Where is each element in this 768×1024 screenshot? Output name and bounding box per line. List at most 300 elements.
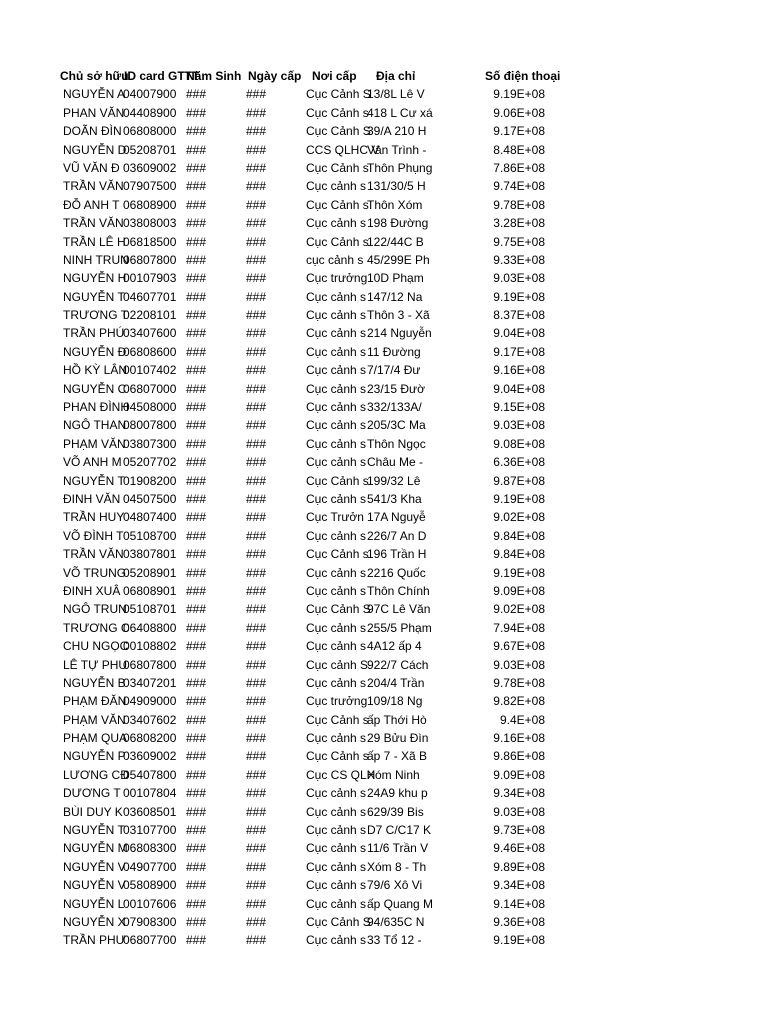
issue-date-cell[interactable]: ### xyxy=(246,639,267,654)
address-cell[interactable]: 332/133A/ xyxy=(367,400,422,415)
issue-place-cell[interactable]: Cục Cảnh S xyxy=(306,124,371,139)
owner-cell[interactable]: NGUYỄN H xyxy=(63,271,127,286)
owner-cell[interactable]: ĐINH XUÂ xyxy=(63,583,121,598)
address-cell[interactable]: 2216 Quốc xyxy=(367,565,426,580)
address-cell[interactable]: 199/32 Lê xyxy=(367,473,421,488)
phone-cell[interactable]: 9.86E+08 xyxy=(493,749,545,764)
issue-date-cell[interactable]: ### xyxy=(246,473,267,488)
issue-place-cell[interactable]: Cục Cảnh s xyxy=(306,234,369,249)
phone-cell[interactable]: 9.15E+08 xyxy=(493,400,545,415)
issue-date-cell[interactable]: ### xyxy=(246,510,267,525)
birth-year-cell[interactable]: ### xyxy=(186,620,207,635)
birth-year-cell[interactable]: ### xyxy=(186,179,207,194)
phone-cell[interactable]: 9.03E+08 xyxy=(493,271,545,286)
phone-cell[interactable]: 9.19E+08 xyxy=(493,87,545,102)
phone-cell[interactable]: 9.03E+08 xyxy=(493,418,545,433)
issue-date-cell[interactable]: ### xyxy=(246,105,267,120)
owner-cell[interactable]: NGUYỄN T xyxy=(63,289,125,304)
phone-cell[interactable]: 9.78E+08 xyxy=(493,197,545,212)
address-cell[interactable]: Châu Me - xyxy=(367,455,424,470)
issue-place-cell[interactable]: Cục Cảnh s xyxy=(306,712,369,727)
issue-date-cell[interactable]: ### xyxy=(246,455,267,470)
address-cell[interactable]: 198 Đường xyxy=(367,216,429,231)
issue-date-cell[interactable]: ### xyxy=(246,804,267,819)
address-cell[interactable]: 226/7 An D xyxy=(367,528,427,543)
issue-date-cell[interactable]: ### xyxy=(246,400,267,415)
owner-cell[interactable]: TRƯƠNG C xyxy=(63,620,130,635)
issue-place-cell[interactable]: Cục cảnh s xyxy=(306,289,367,304)
issue-date-cell[interactable]: ### xyxy=(246,859,267,874)
birth-year-cell[interactable]: ### xyxy=(186,933,207,948)
issue-date-cell[interactable]: ### xyxy=(246,528,267,543)
issue-place-cell[interactable]: Cục cảnh s xyxy=(306,859,367,874)
birth-year-cell[interactable]: ### xyxy=(186,87,207,102)
issue-date-cell[interactable]: ### xyxy=(246,216,267,231)
phone-cell[interactable]: 9.4E+08 xyxy=(499,712,545,727)
address-cell[interactable]: 418 L Cư xá xyxy=(367,105,433,120)
birth-year-cell[interactable]: ### xyxy=(186,896,207,911)
issue-place-cell[interactable]: Cục cảnh s xyxy=(306,363,367,378)
issue-date-cell[interactable]: ### xyxy=(246,675,267,690)
owner-cell[interactable]: NGUYỄN T xyxy=(63,473,125,488)
issue-place-cell[interactable]: Cục cảnh s xyxy=(306,216,367,231)
phone-cell[interactable]: 3.28E+08 xyxy=(493,216,545,231)
owner-cell[interactable]: TRƯƠNG T xyxy=(63,308,128,323)
phone-cell[interactable]: 9.02E+08 xyxy=(493,602,545,617)
issue-place-cell[interactable]: Cục cảnh S xyxy=(306,657,369,672)
issue-date-cell[interactable]: ### xyxy=(246,878,267,893)
issue-date-cell[interactable]: ### xyxy=(246,289,267,304)
phone-cell[interactable]: 9.08E+08 xyxy=(493,436,545,451)
birth-year-cell[interactable]: ### xyxy=(186,363,207,378)
issue-place-cell[interactable]: Cục Trưởn xyxy=(306,510,364,525)
id-card-cell[interactable]: 06408800 xyxy=(123,620,177,635)
owner-cell[interactable]: NGÔ TRUN xyxy=(63,602,127,617)
id-card-cell[interactable]: 03807300 xyxy=(123,436,177,451)
address-cell[interactable]: Thôn Phụng xyxy=(367,160,433,175)
birth-year-cell[interactable]: ### xyxy=(186,491,207,506)
issue-date-cell[interactable]: ### xyxy=(246,326,267,341)
phone-cell[interactable]: 9.36E+08 xyxy=(493,914,545,929)
issue-place-cell[interactable]: Cục cảnh s xyxy=(306,933,367,948)
address-cell[interactable]: 196 Trần H xyxy=(367,547,427,562)
phone-cell[interactable]: 9.33E+08 xyxy=(493,252,545,267)
phone-cell[interactable]: 9.67E+08 xyxy=(493,639,545,654)
owner-cell[interactable]: LƯƠNG CĐ xyxy=(63,767,129,782)
id-card-cell[interactable]: 06807800 xyxy=(123,657,177,672)
id-card-cell[interactable]: 03107700 xyxy=(123,823,177,838)
id-card-cell[interactable]: 03407600 xyxy=(123,326,177,341)
owner-cell[interactable]: NGUYỄN C xyxy=(63,381,127,396)
issue-place-cell[interactable]: Cục cảnh s xyxy=(306,418,367,433)
owner-cell[interactable]: DƯƠNG T xyxy=(63,786,121,801)
issue-place-cell[interactable]: Cục cảnh s xyxy=(306,565,367,580)
id-card-cell[interactable]: 06808000 xyxy=(123,124,177,139)
owner-cell[interactable]: PHAN ĐÌNH xyxy=(63,400,130,415)
phone-cell[interactable]: 9.19E+08 xyxy=(493,933,545,948)
issue-place-cell[interactable]: Cục cảnh s xyxy=(306,823,367,838)
id-card-cell[interactable]: 05108700 xyxy=(123,528,177,543)
phone-cell[interactable]: 9.89E+08 xyxy=(493,859,545,874)
birth-year-cell[interactable]: ### xyxy=(186,841,207,856)
issue-date-cell[interactable]: ### xyxy=(246,252,267,267)
address-cell[interactable]: 147/12 Na xyxy=(367,289,423,304)
address-cell[interactable]: 33 Tổ 12 - xyxy=(367,933,422,948)
header-address[interactable]: Địa chỉ xyxy=(376,69,416,83)
phone-cell[interactable]: 9.16E+08 xyxy=(493,731,545,746)
issue-date-cell[interactable]: ### xyxy=(246,271,267,286)
address-cell[interactable]: ấp Quang M xyxy=(367,896,434,911)
phone-cell[interactable]: 9.17E+08 xyxy=(493,124,545,139)
owner-cell[interactable]: NGUYỄN V xyxy=(63,878,126,893)
header-id-card[interactable]: ID card GTTT xyxy=(124,69,200,83)
issue-place-cell[interactable]: Cục Cảnh S xyxy=(306,602,371,617)
phone-cell[interactable]: 9.46E+08 xyxy=(493,841,545,856)
id-card-cell[interactable]: 07908300 xyxy=(123,914,177,929)
owner-cell[interactable]: ĐINH VĂN xyxy=(63,491,121,506)
owner-cell[interactable]: PHẠM QUA xyxy=(63,731,128,746)
issue-date-cell[interactable]: ### xyxy=(246,583,267,598)
id-card-cell[interactable]: 06807700 xyxy=(123,933,177,948)
issue-date-cell[interactable]: ### xyxy=(246,823,267,838)
address-cell[interactable]: Xóm 8 - Th xyxy=(367,859,427,874)
owner-cell[interactable]: TRẦN VĂN xyxy=(63,216,124,231)
issue-place-cell[interactable]: Cục Cảnh s xyxy=(306,197,369,212)
phone-cell[interactable]: 9.17E+08 xyxy=(493,344,545,359)
issue-date-cell[interactable]: ### xyxy=(246,786,267,801)
phone-cell[interactable]: 9.82E+08 xyxy=(493,694,545,709)
issue-date-cell[interactable]: ### xyxy=(246,565,267,580)
id-card-cell[interactable]: 06808901 xyxy=(123,583,177,598)
phone-cell[interactable]: 9.03E+08 xyxy=(493,804,545,819)
issue-place-cell[interactable]: Cục cảnh s xyxy=(306,841,367,856)
id-card-cell[interactable]: 05407800 xyxy=(123,767,177,782)
owner-cell[interactable]: NGUYỄN B xyxy=(63,675,126,690)
birth-year-cell[interactable]: ### xyxy=(186,160,207,175)
owner-cell[interactable]: HỒ KỲ LÂN xyxy=(63,363,128,378)
id-card-cell[interactable]: 06807000 xyxy=(123,381,177,396)
id-card-cell[interactable]: 04007900 xyxy=(123,87,177,102)
birth-year-cell[interactable]: ### xyxy=(186,308,207,323)
birth-year-cell[interactable]: ### xyxy=(186,400,207,415)
owner-cell[interactable]: PHAN VĂN xyxy=(63,105,125,120)
issue-place-cell[interactable]: Cục cảnh s xyxy=(306,675,367,690)
phone-cell[interactable]: 8.48E+08 xyxy=(493,142,545,157)
issue-date-cell[interactable]: ### xyxy=(246,694,267,709)
address-cell[interactable]: Thôn Chính xyxy=(367,583,430,598)
id-card-cell[interactable]: 07907500 xyxy=(123,179,177,194)
id-card-cell[interactable]: 06808600 xyxy=(123,344,177,359)
address-cell[interactable]: 11/6 Trần V xyxy=(367,841,429,856)
owner-cell[interactable]: NGUYỄN X xyxy=(63,914,126,929)
phone-cell[interactable]: 9.19E+08 xyxy=(493,491,545,506)
id-card-cell[interactable]: 03407201 xyxy=(123,675,177,690)
owner-cell[interactable]: TRẦN HUY xyxy=(63,510,125,525)
issue-place-cell[interactable]: Cục cảnh s xyxy=(306,786,367,801)
issue-place-cell[interactable]: Cục Cảnh s xyxy=(306,105,369,120)
id-card-cell[interactable]: 00107804 xyxy=(123,786,177,801)
owner-cell[interactable]: NGUYỄN L xyxy=(63,896,125,911)
address-cell[interactable]: 7/17/4 Đư xyxy=(367,363,421,378)
address-cell[interactable]: 79/6 Xô Vi xyxy=(367,878,423,893)
header-issue-date[interactable]: Ngày cấp xyxy=(248,69,302,83)
issue-date-cell[interactable]: ### xyxy=(246,602,267,617)
id-card-cell[interactable]: 05207702 xyxy=(123,455,177,470)
issue-place-cell[interactable]: Cục trưởng xyxy=(306,271,368,286)
owner-cell[interactable]: NGÔ THAN xyxy=(63,418,127,433)
issue-date-cell[interactable]: ### xyxy=(246,896,267,911)
issue-place-cell[interactable]: Cục Cảnh s xyxy=(306,473,369,488)
birth-year-cell[interactable]: ### xyxy=(186,344,207,359)
phone-cell[interactable]: 7.94E+08 xyxy=(493,620,545,635)
owner-cell[interactable]: ĐỖ ANH T xyxy=(63,197,120,212)
address-cell[interactable]: 922/7 Cách xyxy=(367,657,429,672)
issue-date-cell[interactable]: ### xyxy=(246,914,267,929)
owner-cell[interactable]: TRẦN PHƯ xyxy=(63,933,126,948)
issue-place-cell[interactable]: cục cảnh s xyxy=(306,252,364,267)
owner-cell[interactable]: DOÃN ĐÌN xyxy=(63,124,122,139)
birth-year-cell[interactable]: ### xyxy=(186,878,207,893)
phone-cell[interactable]: 9.02E+08 xyxy=(493,510,545,525)
phone-cell[interactable]: 9.74E+08 xyxy=(493,179,545,194)
header-birth-year[interactable]: Năm Sinh xyxy=(186,69,242,83)
birth-year-cell[interactable]: ### xyxy=(186,749,207,764)
issue-date-cell[interactable]: ### xyxy=(246,344,267,359)
address-cell[interactable]: 629/39 Bis xyxy=(367,804,424,819)
owner-cell[interactable]: NGUYỄN Đ xyxy=(63,344,127,359)
address-cell[interactable]: 17A Nguyễ xyxy=(367,510,426,525)
address-cell[interactable]: 214 Nguyễn xyxy=(367,326,432,341)
address-cell[interactable]: 255/5 Phạm xyxy=(367,620,432,635)
address-cell[interactable]: Xóm Ninh xyxy=(367,767,420,782)
birth-year-cell[interactable]: ### xyxy=(186,914,207,929)
owner-cell[interactable]: VÕ TRUNG xyxy=(63,565,127,580)
id-card-cell[interactable]: 01908200 xyxy=(123,473,177,488)
birth-year-cell[interactable]: ### xyxy=(186,436,207,451)
issue-place-cell[interactable]: Cục cảnh s xyxy=(306,326,367,341)
id-card-cell[interactable]: 06818500 xyxy=(123,234,177,249)
phone-cell[interactable]: 9.34E+08 xyxy=(493,878,545,893)
address-cell[interactable]: 97C Lê Văn xyxy=(367,602,431,617)
issue-date-cell[interactable]: ### xyxy=(246,363,267,378)
phone-cell[interactable]: 9.19E+08 xyxy=(493,289,545,304)
phone-cell[interactable]: 6.36E+08 xyxy=(493,455,545,470)
issue-place-cell[interactable]: Cục Cảnh S xyxy=(306,87,371,102)
birth-year-cell[interactable]: ### xyxy=(186,528,207,543)
birth-year-cell[interactable]: ### xyxy=(186,657,207,672)
birth-year-cell[interactable]: ### xyxy=(186,694,207,709)
birth-year-cell[interactable]: ### xyxy=(186,565,207,580)
address-cell[interactable]: ấp Thới Hò xyxy=(367,712,427,727)
birth-year-cell[interactable]: ### xyxy=(186,455,207,470)
header-issue-place[interactable]: Nơi cấp xyxy=(312,69,357,83)
owner-cell[interactable]: PHẠM VĂN xyxy=(63,712,126,727)
id-card-cell[interactable]: 04807400 xyxy=(123,510,177,525)
issue-place-cell[interactable]: Cục cảnh s xyxy=(306,620,367,635)
issue-place-cell[interactable]: Cục cảnh s xyxy=(306,528,367,543)
id-card-cell[interactable]: 06808900 xyxy=(123,197,177,212)
address-cell[interactable]: 4A12 ấp 4 xyxy=(367,639,422,654)
phone-cell[interactable]: 9.09E+08 xyxy=(493,767,545,782)
birth-year-cell[interactable]: ### xyxy=(186,602,207,617)
owner-cell[interactable]: TRẦN PHÚ xyxy=(63,326,125,341)
issue-date-cell[interactable]: ### xyxy=(246,142,267,157)
phone-cell[interactable]: 9.03E+08 xyxy=(493,657,545,672)
birth-year-cell[interactable]: ### xyxy=(186,197,207,212)
id-card-cell[interactable]: 04408900 xyxy=(123,105,177,120)
issue-date-cell[interactable]: ### xyxy=(246,933,267,948)
id-card-cell[interactable]: 03608501 xyxy=(123,804,177,819)
phone-cell[interactable]: 9.84E+08 xyxy=(493,528,545,543)
issue-date-cell[interactable]: ### xyxy=(246,87,267,102)
address-cell[interactable]: 29 Bửu Đìn xyxy=(367,731,429,746)
issue-date-cell[interactable]: ### xyxy=(246,124,267,139)
owner-cell[interactable]: NGUYỄN T xyxy=(63,823,125,838)
phone-cell[interactable]: 9.19E+08 xyxy=(493,565,545,580)
phone-cell[interactable]: 9.16E+08 xyxy=(493,363,545,378)
issue-date-cell[interactable]: ### xyxy=(246,712,267,727)
owner-cell[interactable]: TRẦN VĂN xyxy=(63,179,124,194)
id-card-cell[interactable]: 02208101 xyxy=(123,308,177,323)
phone-cell[interactable]: 9.04E+08 xyxy=(493,326,545,341)
issue-place-cell[interactable]: Cục cảnh s xyxy=(306,179,367,194)
address-cell[interactable]: 23/15 Đườ xyxy=(367,381,425,396)
birth-year-cell[interactable]: ### xyxy=(186,252,207,267)
owner-cell[interactable]: VÕ ANH M xyxy=(63,455,122,470)
issue-date-cell[interactable]: ### xyxy=(246,179,267,194)
issue-place-cell[interactable]: Cục cảnh s xyxy=(306,491,367,506)
birth-year-cell[interactable]: ### xyxy=(186,510,207,525)
owner-cell[interactable]: NGUYỄN A xyxy=(63,87,126,102)
phone-cell[interactable]: 9.87E+08 xyxy=(493,473,545,488)
phone-cell[interactable]: 9.73E+08 xyxy=(493,823,545,838)
phone-cell[interactable]: 7.86E+08 xyxy=(493,160,545,175)
birth-year-cell[interactable]: ### xyxy=(186,381,207,396)
phone-cell[interactable]: 9.14E+08 xyxy=(493,896,545,911)
phone-cell[interactable]: 9.04E+08 xyxy=(493,381,545,396)
issue-date-cell[interactable]: ### xyxy=(246,234,267,249)
id-card-cell[interactable]: 03808003 xyxy=(123,216,177,231)
issue-date-cell[interactable]: ### xyxy=(246,657,267,672)
issue-place-cell[interactable]: Cục cảnh s xyxy=(306,381,367,396)
id-card-cell[interactable]: 06808200 xyxy=(123,731,177,746)
address-cell[interactable]: 45/299E Ph xyxy=(367,252,430,267)
id-card-cell[interactable]: 00107402 xyxy=(123,363,177,378)
issue-place-cell[interactable]: Cục cảnh s xyxy=(306,731,367,746)
owner-cell[interactable]: CHU NGỌC xyxy=(63,639,129,654)
issue-place-cell[interactable]: Cục cảnh s xyxy=(306,878,367,893)
address-cell[interactable]: 13/8L Lê V xyxy=(367,87,425,102)
id-card-cell[interactable]: 05208901 xyxy=(123,565,177,580)
birth-year-cell[interactable]: ### xyxy=(186,823,207,838)
id-card-cell[interactable]: 03407602 xyxy=(123,712,177,727)
birth-year-cell[interactable]: ### xyxy=(186,326,207,341)
owner-cell[interactable]: NINH TRUN xyxy=(63,252,129,267)
address-cell[interactable]: 94/635C N xyxy=(367,914,425,929)
issue-place-cell[interactable]: Cục cảnh s xyxy=(306,308,367,323)
id-card-cell[interactable]: 04907700 xyxy=(123,859,177,874)
address-cell[interactable]: 205/3C Ma xyxy=(367,418,426,433)
owner-cell[interactable]: VÕ ĐÌNH T xyxy=(63,528,124,543)
address-cell[interactable]: 109/18 Ng xyxy=(367,694,423,709)
phone-cell[interactable]: 9.78E+08 xyxy=(493,675,545,690)
issue-place-cell[interactable]: Cục cảnh s xyxy=(306,400,367,415)
birth-year-cell[interactable]: ### xyxy=(186,234,207,249)
issue-place-cell[interactable]: Cục CS QLH xyxy=(306,767,376,782)
owner-cell[interactable]: NGUYỄN M xyxy=(63,841,128,856)
phone-cell[interactable]: 9.09E+08 xyxy=(493,583,545,598)
id-card-cell[interactable]: 04508000 xyxy=(123,400,177,415)
birth-year-cell[interactable]: ### xyxy=(186,124,207,139)
birth-year-cell[interactable]: ### xyxy=(186,289,207,304)
issue-place-cell[interactable]: Cục cảnh s xyxy=(306,455,367,470)
issue-date-cell[interactable]: ### xyxy=(246,197,267,212)
id-card-cell[interactable]: 08007800 xyxy=(123,418,177,433)
id-card-cell[interactable]: 00107903 xyxy=(123,271,177,286)
issue-place-cell[interactable]: Cục Cảnh s xyxy=(306,547,369,562)
id-card-cell[interactable]: 00107606 xyxy=(123,896,177,911)
phone-cell[interactable]: 9.75E+08 xyxy=(493,234,545,249)
birth-year-cell[interactable]: ### xyxy=(186,804,207,819)
owner-cell[interactable]: NGUYỄN V xyxy=(63,859,126,874)
issue-date-cell[interactable]: ### xyxy=(246,841,267,856)
issue-place-cell[interactable]: Cục Cảnh s xyxy=(306,749,369,764)
id-card-cell[interactable]: 06808300 xyxy=(123,841,177,856)
issue-place-cell[interactable]: Cục cảnh s xyxy=(306,896,367,911)
address-cell[interactable]: 131/30/5 H xyxy=(367,179,426,194)
issue-date-cell[interactable]: ### xyxy=(246,308,267,323)
address-cell[interactable]: 10D Phạm xyxy=(367,271,424,286)
phone-cell[interactable]: 8.37E+08 xyxy=(493,308,545,323)
id-card-cell[interactable]: 03609002 xyxy=(123,160,177,175)
id-card-cell[interactable]: 00108802 xyxy=(123,639,177,654)
birth-year-cell[interactable]: ### xyxy=(186,712,207,727)
owner-cell[interactable]: TRẦN VĂN xyxy=(63,547,124,562)
owner-cell[interactable]: LÊ TỰ PHU xyxy=(63,657,128,672)
address-cell[interactable]: 11 Đường xyxy=(367,344,421,359)
birth-year-cell[interactable]: ### xyxy=(186,418,207,433)
issue-date-cell[interactable]: ### xyxy=(246,381,267,396)
birth-year-cell[interactable]: ### xyxy=(186,786,207,801)
issue-place-cell[interactable]: Cục Cảnh S xyxy=(306,914,371,929)
address-cell[interactable]: Thôn 3 - Xã xyxy=(367,308,430,323)
birth-year-cell[interactable]: ### xyxy=(186,547,207,562)
id-card-cell[interactable]: 06807800 xyxy=(123,252,177,267)
issue-date-cell[interactable]: ### xyxy=(246,160,267,175)
owner-cell[interactable]: NGUYỄN D xyxy=(63,142,127,157)
issue-place-cell[interactable]: Cục cảnh s xyxy=(306,639,367,654)
issue-date-cell[interactable]: ### xyxy=(246,749,267,764)
id-card-cell[interactable]: 03609002 xyxy=(123,749,177,764)
birth-year-cell[interactable]: ### xyxy=(186,859,207,874)
address-cell[interactable]: 122/44C B xyxy=(367,234,424,249)
id-card-cell[interactable]: 04909000 xyxy=(123,694,177,709)
address-cell[interactable]: 39/A 210 H xyxy=(367,124,427,139)
address-cell[interactable]: 541/3 Kha xyxy=(367,491,422,506)
id-card-cell[interactable]: 05208701 xyxy=(123,142,177,157)
owner-cell[interactable]: BÙI DUY K xyxy=(63,804,123,819)
phone-cell[interactable]: 9.84E+08 xyxy=(493,547,545,562)
issue-place-cell[interactable]: Cục cảnh s xyxy=(306,583,367,598)
issue-place-cell[interactable]: Cục Cảnh s xyxy=(306,160,369,175)
id-card-cell[interactable]: 04507500 xyxy=(123,491,177,506)
birth-year-cell[interactable]: ### xyxy=(186,473,207,488)
issue-date-cell[interactable]: ### xyxy=(246,436,267,451)
birth-year-cell[interactable]: ### xyxy=(186,105,207,120)
issue-date-cell[interactable]: ### xyxy=(246,731,267,746)
header-owner[interactable]: Chủ sở hữu xyxy=(60,69,129,83)
address-cell[interactable]: Thôn Xóm xyxy=(367,197,423,212)
